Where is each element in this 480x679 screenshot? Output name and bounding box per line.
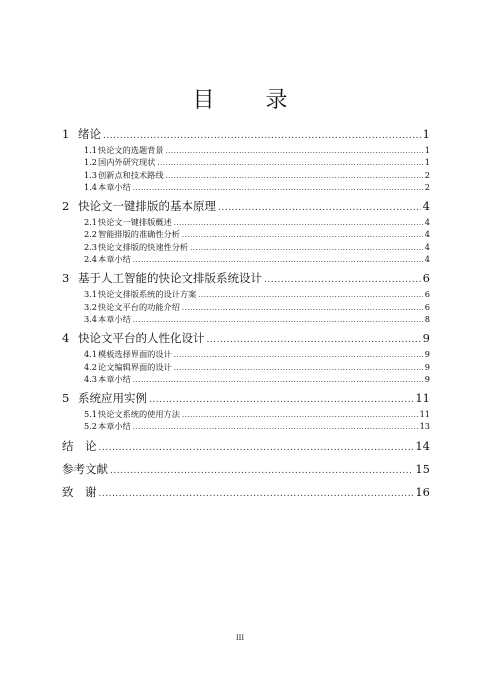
toc-entry-label	[84, 289, 196, 300]
toc-section-entry[interactable]	[62, 302, 430, 314]
toc-entry-text: 本章小结	[98, 373, 131, 384]
toc-entry-label	[84, 242, 188, 253]
toc-section-entry[interactable]	[62, 362, 430, 374]
toc-entry-number: 2.1	[84, 217, 98, 228]
toc-entry-label	[84, 157, 155, 168]
toc-dot-leader	[133, 376, 423, 384]
toc-entry-number: 2.2	[84, 229, 98, 240]
table-of-contents	[62, 122, 430, 503]
page-title: 目 录	[192, 88, 310, 113]
toc-entry-text: 参考文献	[62, 461, 108, 476]
toc-entry-text: 论文编辑界面的设计	[98, 361, 172, 372]
toc-dot-leader	[133, 316, 423, 324]
toc-dot-leader	[174, 219, 423, 227]
toc-entry-number: 3.4	[84, 313, 98, 324]
toc-entry-number: 3.2	[84, 301, 98, 312]
toc-entry-label	[84, 314, 131, 325]
toc-section-entry[interactable]	[62, 182, 430, 194]
toc-entry-label	[84, 182, 131, 193]
toc-entry-label	[62, 270, 262, 286]
toc-entry-page: 4	[422, 199, 430, 214]
toc-entry-text: 本章小结	[98, 313, 131, 324]
toc-entry-page: 6	[422, 271, 430, 286]
toc-section-entry[interactable]	[62, 170, 430, 182]
toc-entry-label	[84, 409, 180, 420]
toc-section-entry[interactable]	[62, 409, 430, 421]
toc-entry-label	[62, 390, 147, 406]
toc-entry-page: 13	[419, 421, 430, 432]
toc-entry-text: 快论文的选题背景	[98, 145, 164, 155]
toc-chapter-entry[interactable]	[62, 390, 430, 409]
toc-entry-text: 结 论	[62, 438, 97, 453]
toc-entry-text: 系统应用实例	[78, 391, 147, 406]
toc-entry-label	[84, 374, 131, 385]
toc-chapter-entry[interactable]	[62, 330, 430, 349]
toc-entry-page: 4	[424, 229, 430, 240]
toc-entry-page: 6	[424, 289, 430, 300]
toc-entry-label	[62, 126, 101, 142]
toc-dot-leader	[218, 203, 421, 213]
toc-entry-number: 2.4	[84, 254, 98, 265]
toc-entry-number: 1.4	[84, 181, 98, 192]
toc-entry-page: 11	[415, 391, 430, 406]
toc-entry-text: 绪论	[78, 127, 101, 141]
toc-section-entry[interactable]	[62, 314, 430, 326]
toc-dot-leader	[174, 364, 423, 372]
toc-section-entry[interactable]	[62, 145, 430, 157]
toc-dot-leader	[157, 159, 422, 167]
toc-entry-page: 11	[419, 409, 430, 420]
toc-entry-number: 3.1	[84, 289, 98, 300]
toc-chapter-entry[interactable]	[62, 126, 430, 145]
toc-entry-number: 4.3	[84, 373, 98, 384]
toc-entry-text: 致 谢	[62, 484, 97, 499]
toc-entry-text: 快论文系统的使用方法	[98, 409, 180, 420]
toc-dot-leader	[182, 411, 418, 419]
toc-dot-leader	[207, 335, 421, 345]
toc-dot-leader	[190, 244, 423, 252]
toc-dot-leader	[133, 184, 423, 192]
toc-entry-page: 1	[424, 157, 430, 168]
toc-entry-page: 2	[424, 169, 430, 180]
toc-dot-leader	[99, 489, 414, 499]
toc-entry-number: 1.2	[84, 157, 98, 168]
toc-entry-page: 6	[424, 301, 430, 312]
toc-dot-leader	[149, 395, 413, 405]
toc-entry-label	[62, 330, 205, 346]
toc-section-entry[interactable]	[62, 374, 430, 386]
toc-chapter-entry[interactable]	[62, 461, 430, 480]
toc-dot-leader	[99, 443, 414, 453]
toc-entry-label	[84, 302, 180, 313]
toc-entry-page: 4	[424, 241, 430, 252]
toc-section-entry[interactable]	[62, 242, 430, 254]
toc-section-entry[interactable]	[62, 217, 430, 229]
toc-entry-text: 本章小结	[98, 254, 131, 265]
toc-entry-text: 快论文平台的功能介绍	[98, 301, 180, 312]
toc-section-entry[interactable]	[62, 229, 430, 241]
toc-entry-number: 5.2	[84, 421, 98, 432]
toc-dot-leader	[133, 256, 423, 264]
toc-entry-text: 本章小结	[98, 421, 131, 432]
toc-entry-label	[62, 461, 108, 477]
toc-entry-page: 15	[415, 461, 430, 476]
toc-entry-page: 1	[422, 127, 430, 141]
toc-entry-number: 1	[62, 127, 70, 141]
toc-entry-page: 9	[424, 349, 430, 360]
toc-entry-number: 5.1	[84, 409, 98, 420]
toc-entry-page: 9	[424, 361, 430, 372]
toc-section-entry[interactable]	[62, 349, 430, 361]
toc-dot-leader	[264, 275, 421, 285]
toc-dot-leader	[103, 131, 421, 141]
toc-dot-leader	[166, 147, 423, 155]
toc-dot-leader	[133, 423, 418, 431]
toc-entry-text: 智能排版的准确性分析	[98, 229, 180, 240]
toc-entry-label	[84, 229, 180, 240]
toc-entry-text: 快论文平台的人性化设计	[78, 331, 205, 346]
toc-entry-number: 1.3	[84, 169, 98, 180]
toc-section-entry[interactable]	[62, 157, 430, 169]
toc-chapter-entry[interactable]	[62, 438, 430, 457]
toc-entry-page: 14	[415, 438, 430, 453]
toc-entry-number: 2	[62, 199, 70, 214]
toc-entry-text: 模板选择界面的设计	[98, 349, 172, 360]
toc-entry-text: 快论文一键排版概述	[98, 217, 172, 228]
toc-entry-number: 4.2	[84, 361, 98, 372]
toc-entry-page: 8	[424, 313, 430, 324]
toc-entry-label	[84, 254, 131, 265]
toc-entry-text: 本章小结	[98, 181, 131, 192]
toc-entry-text: 快论文排版系统的设计方案	[98, 289, 197, 300]
toc-entry-text: 创新点和技术路线	[98, 169, 164, 180]
toc-entry-page: 1	[424, 145, 430, 155]
toc-entry-page: 4	[424, 217, 430, 228]
toc-entry-page: 16	[415, 484, 430, 499]
toc-section-entry[interactable]	[62, 421, 430, 433]
toc-entry-page: 9	[422, 331, 430, 346]
toc-chapter-entry[interactable]	[62, 198, 430, 217]
toc-dot-leader	[198, 291, 423, 299]
toc-entry-page: 2	[424, 181, 430, 192]
toc-dot-leader	[182, 231, 423, 239]
toc-entry-number: 3	[62, 271, 70, 286]
toc-entry-label	[84, 421, 131, 432]
page-number: III	[235, 634, 245, 642]
toc-entry-number: 5	[62, 391, 70, 406]
toc-chapter-entry[interactable]	[62, 484, 430, 503]
toc-entry-number: 2.3	[84, 241, 98, 252]
toc-entry-number: 4.1	[84, 349, 98, 360]
toc-entry-page: 9	[424, 373, 430, 384]
toc-entry-label	[84, 170, 164, 181]
toc-entry-number: 4	[62, 331, 70, 346]
toc-entry-text: 快论文一键排版的基本原理	[78, 199, 216, 214]
toc-entry-text: 基于人工智能的快论文排版系统设计	[78, 271, 262, 286]
toc-entry-label	[84, 349, 172, 360]
toc-entry-text: 国内外研究现状	[98, 157, 156, 168]
toc-entry-label	[84, 145, 164, 156]
toc-section-entry[interactable]	[62, 254, 430, 266]
toc-dot-leader	[110, 466, 413, 476]
toc-dot-leader	[174, 351, 423, 359]
toc-entry-label	[62, 484, 97, 500]
toc-entry-page: 4	[424, 254, 430, 265]
toc-entry-label	[62, 438, 97, 454]
toc-entry-label	[84, 217, 172, 228]
toc-entry-label	[62, 198, 216, 214]
toc-entry-text: 快论文排版的快速性分析	[98, 241, 189, 252]
toc-dot-leader	[182, 304, 423, 312]
toc-entry-number: 1.1	[84, 145, 98, 155]
toc-dot-leader	[166, 172, 423, 180]
toc-section-entry[interactable]	[62, 289, 430, 301]
toc-chapter-entry[interactable]	[62, 270, 430, 289]
toc-entry-label	[84, 362, 172, 373]
